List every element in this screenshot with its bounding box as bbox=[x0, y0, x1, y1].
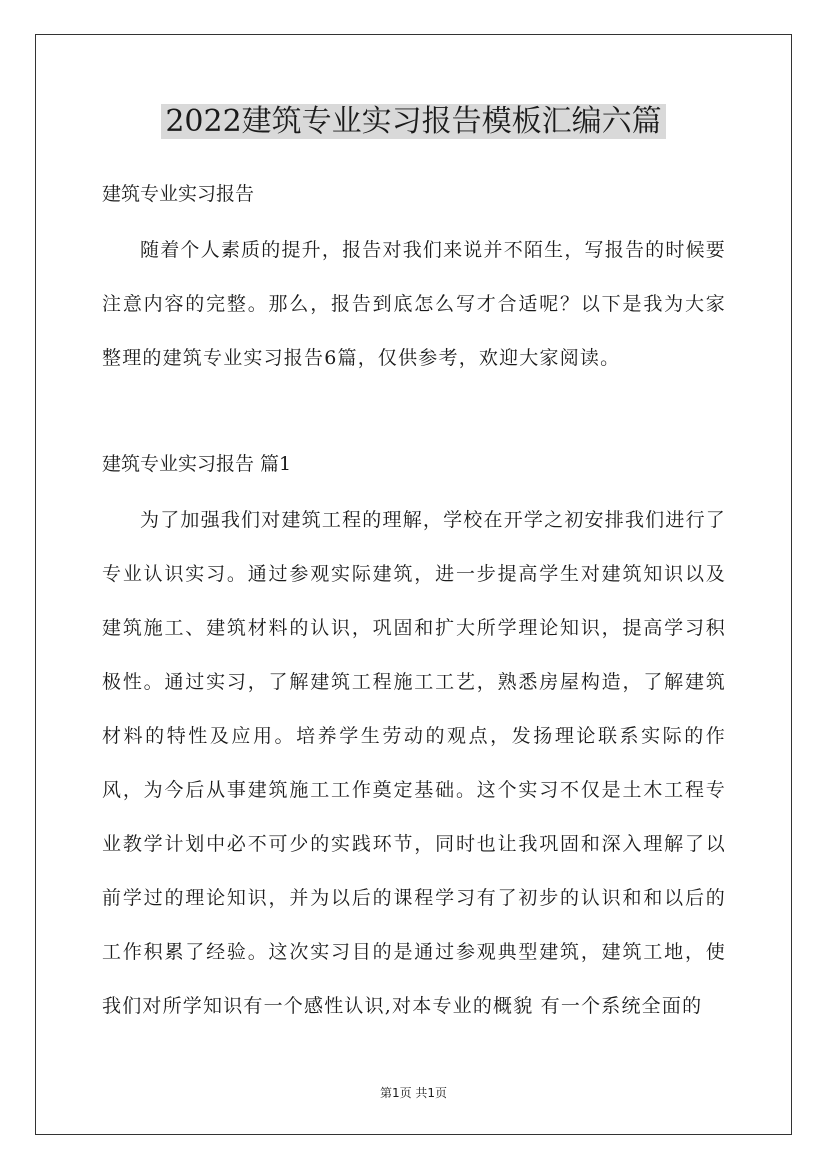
intro-paragraph: 随着个人素质的提升，报告对我们来说并不陌生，写报告的时候要注意内容的完整。那么，报告到底怎么写才合适呢？以下是我为大家整理的建筑专业实习报告6篇，仅供参考，欢迎大家阅读。 bbox=[102, 239, 726, 369]
page-footer: 第1页 共1页 bbox=[379, 1086, 448, 1100]
document-title-text: 2022建筑专业实习报告模板汇编六篇 bbox=[161, 104, 665, 139]
part1-paragraph: 为了加强我们对建筑工程的理解，学校在开学之初安排我们进行了专业认识实习。通过参观实际建筑，进一步提高学生对建筑知识以及建筑施工、建筑材料的认识，巩固和扩大所学理论知识，提高学习积极性。通过实习，了解建筑工程施工工艺，熟悉房屋构造，了解建筑材料的特性及应用。培养学生劳动的观点，发扬理论联系实际的作风，为今后从事建筑施工工作奠定基础。这个实习不仅是土木工程专业教学计划中必不可少的实践环节，同时也让我巩固和深入理解了以前学过的理论知识，并为以后的课程学习有了初步的认识和和以后的工作积累了经验。这次实习目的是通过参观典型建筑，建筑工地，使我们对所学知识有一个感性认识,对本专业的概貌 有一个系统全面的 bbox=[102, 509, 726, 1017]
section-heading-intro: 建筑专业实习报告 bbox=[102, 183, 255, 205]
document-title bbox=[0, 100, 827, 144]
section-heading-part1: 建筑专业实习报告 篇1 bbox=[102, 453, 292, 475]
